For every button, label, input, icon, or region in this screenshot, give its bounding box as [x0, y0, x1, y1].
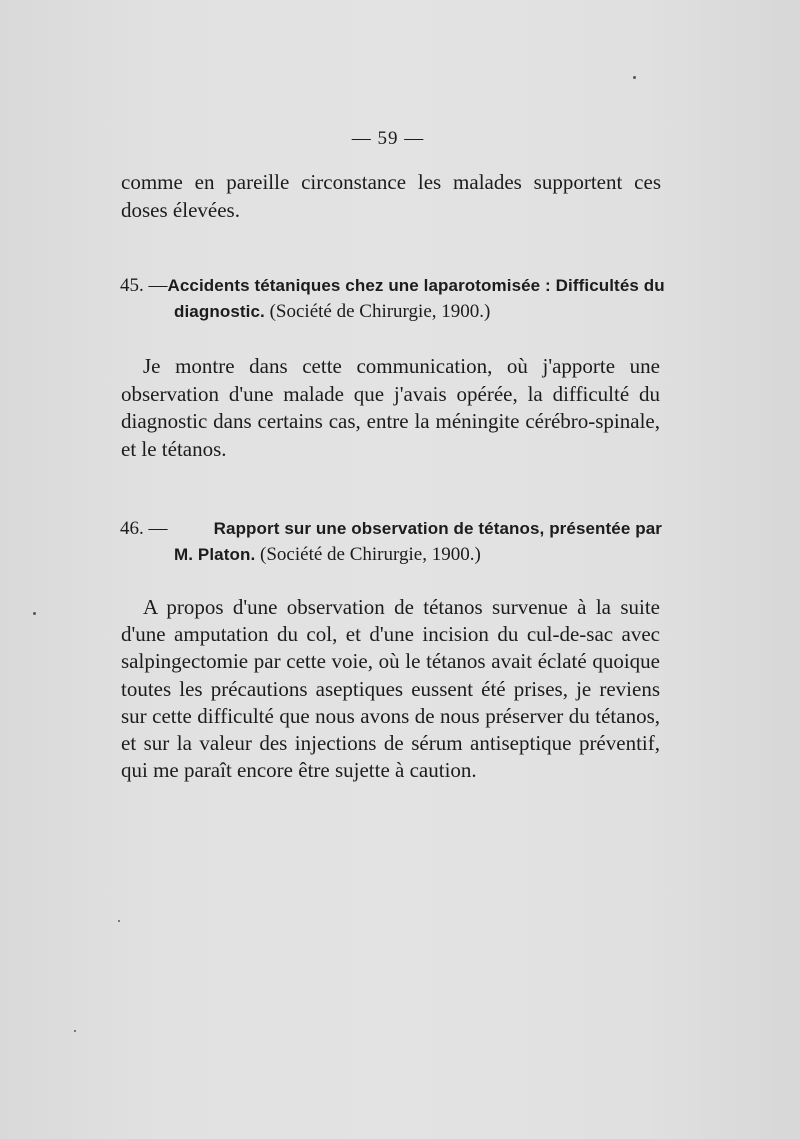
- paper-speck: [33, 612, 36, 615]
- entry-46-heading-line2: [120, 542, 662, 568]
- entry-45-heading-line1: [120, 273, 665, 299]
- entry-45-title-line1: Accidents tétaniques chez une laparotomisée : Difficultés du: [167, 276, 665, 295]
- entry-46-heading: [120, 516, 662, 568]
- entry-45-source: (Société de Chirurgie, 1900.): [269, 301, 491, 322]
- entry-46-number: 46. —: [120, 518, 168, 539]
- paper-speck: [633, 76, 636, 79]
- entry-46-source: (Société de Chirurgie, 1900.): [260, 544, 481, 565]
- entry-46-body: A propos d'une observation de tétanos survenue à la suite d'une amputation du col, et d'une incision du cul-de-sac avec salpingectomie par cette voie, où le tétanos avait éclaté quoique toutes les précautions aseptiques eussent été prises, je reviens sur cette difficulté que nous avons de nous préserver du tétanos, et sur la valeur des injections de sérum antiseptique préventif, qui me paraît encore être sujette à caution.: [121, 595, 660, 783]
- paper-speck: [74, 1030, 76, 1032]
- continuation-paragraph: comme en pareille circonstance les malades supportent ces doses élevées.: [121, 170, 661, 222]
- entry-45-heading-line2: [120, 299, 662, 325]
- entry-45-number: 45. —: [120, 275, 168, 296]
- entry-46-heading-line1: [120, 516, 662, 542]
- entry-45-body: Je montre dans cette communication, où j'apporte une observation d'une malade que j'avais opérée, la difficulté du diagnostic dans certains cas, entre la méningite cérébro-spinale, et le tétanos.: [121, 354, 660, 461]
- entry-46-title-line2: M. Platon.: [174, 545, 256, 564]
- entry-45-title-line2: diagnostic.: [174, 302, 265, 321]
- entry-46-title-line1: Rapport sur une observation de tétanos, présentée par: [213, 519, 662, 538]
- page-number: — 59 —: [351, 128, 425, 149]
- paper-speck: [118, 920, 120, 922]
- entry-45-heading: [120, 273, 665, 325]
